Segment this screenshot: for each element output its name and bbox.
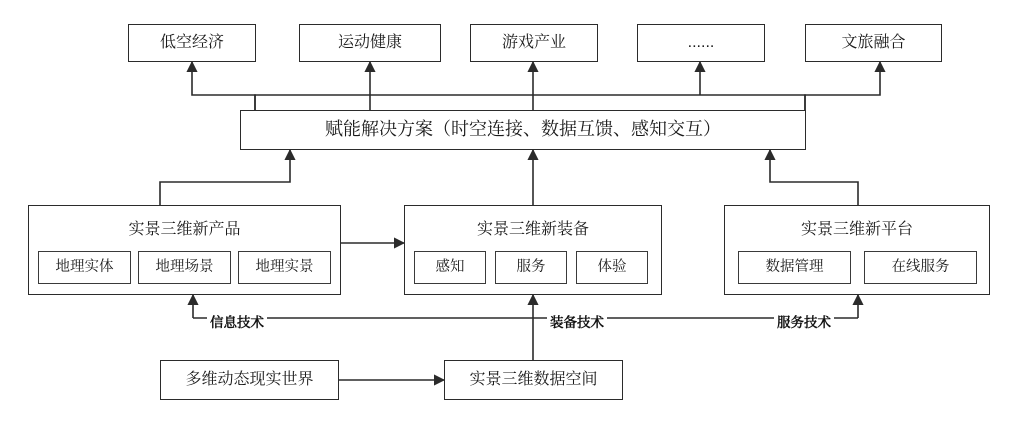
solution-bar[interactable] xyxy=(240,110,806,150)
item-geographic-entity[interactable] xyxy=(38,251,131,284)
group-new-platform-title: 实景三维新平台 xyxy=(800,221,913,238)
application-label: ...... xyxy=(687,34,715,52)
item-label: 体验 xyxy=(597,258,627,275)
item-label: 地理实景 xyxy=(255,258,314,275)
application-box-gaming-industry[interactable] xyxy=(470,24,598,62)
item-label: 服务 xyxy=(516,258,546,275)
application-box-ellipsis[interactable] xyxy=(637,24,765,62)
item-perception[interactable] xyxy=(414,251,486,284)
tech-label-service-technology: 服务技术 xyxy=(774,311,834,331)
item-geographic-scene[interactable] xyxy=(138,251,231,284)
item-label: 地理场景 xyxy=(155,258,214,275)
solution-bar-label: 赋能解决方案（时空连接、数据互馈、感知交互） xyxy=(325,119,721,140)
item-label: 地理实体 xyxy=(55,258,114,275)
application-label: 运动健康 xyxy=(337,34,402,52)
tech-label-equipment-technology: 装备技术 xyxy=(547,311,607,331)
foundation-label: 多维动态现实世界 xyxy=(185,371,314,389)
item-service[interactable] xyxy=(495,251,567,284)
item-label: 感知 xyxy=(435,258,465,275)
application-box-culture-tourism[interactable] xyxy=(805,24,942,62)
item-geographic-reality[interactable] xyxy=(238,251,331,284)
application-label: 游戏产业 xyxy=(501,34,566,52)
item-label: 数据管理 xyxy=(765,258,824,275)
foundation-box-real-world[interactable] xyxy=(160,360,339,400)
item-online-service[interactable] xyxy=(864,251,977,284)
tech-label-information-technology: 信息技术 xyxy=(207,311,267,331)
foundation-label: 实景三维数据空间 xyxy=(469,371,598,389)
item-experience[interactable] xyxy=(576,251,648,284)
application-box-sports-health[interactable] xyxy=(299,24,441,62)
application-box-low-altitude-economy[interactable] xyxy=(128,24,256,62)
group-new-equipment-title: 实景三维新装备 xyxy=(476,221,589,238)
application-label: 文旅融合 xyxy=(841,34,906,52)
group-new-products-title: 实景三维新产品 xyxy=(128,221,241,238)
application-label: 低空经济 xyxy=(159,34,224,52)
item-label: 在线服务 xyxy=(891,258,950,275)
foundation-box-data-space[interactable] xyxy=(444,360,623,400)
item-data-management[interactable] xyxy=(738,251,851,284)
